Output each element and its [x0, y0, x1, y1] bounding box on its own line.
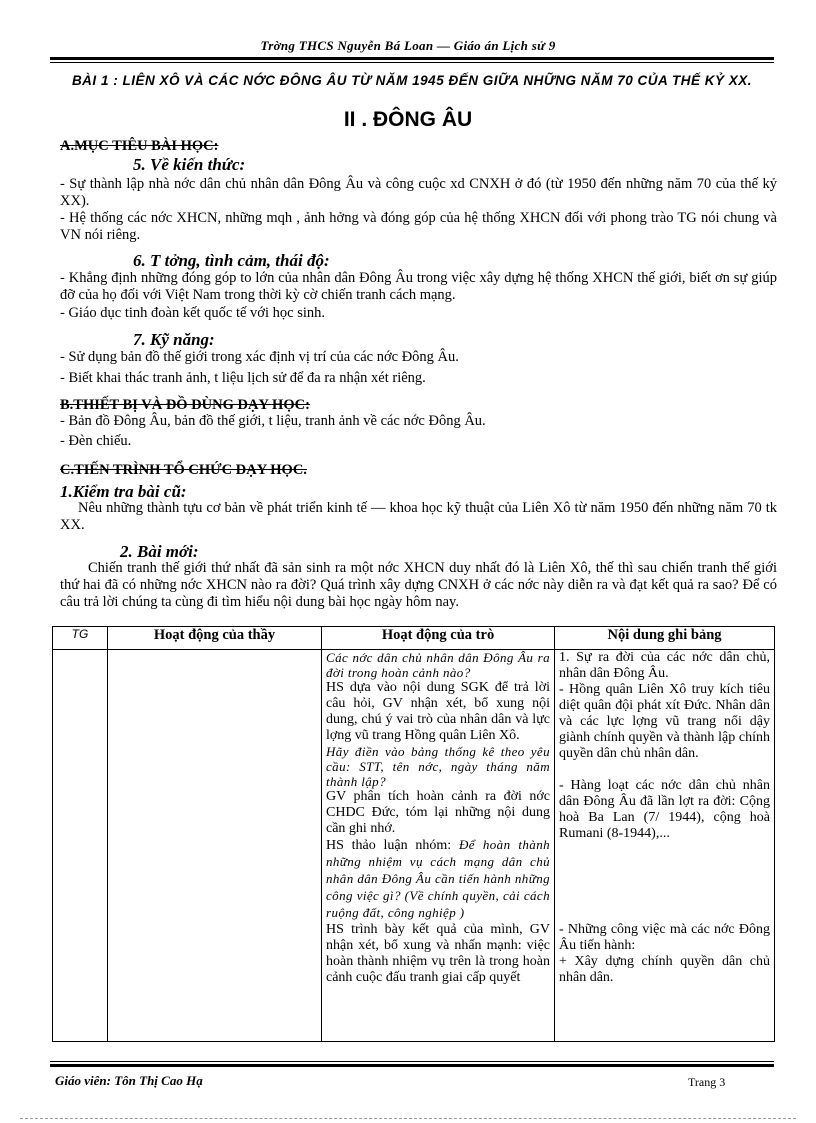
footer-page-number: Trang 3 — [688, 1075, 726, 1089]
teacher-cell — [108, 650, 322, 1042]
header-teacher: Hoạt động của thầy — [108, 627, 322, 650]
header-student: Hoạt động của trò — [322, 627, 555, 650]
page-bottom-divider — [20, 1118, 796, 1119]
tg-cell — [53, 650, 108, 1042]
student-activity-2: GV phân tích hoàn cảnh ra đời nớc CHDC Đức, tóm lại những nội dung cần ghi nhớ. — [326, 789, 550, 836]
knowledge-item-2: - Hệ thống các nớc XHCN, những mqh , ảnh hởng và đóng góp của hệ thống XHCN đối với phong trào TG nói chung và VN nói riêng. — [60, 210, 777, 243]
footer-rule-thin — [50, 1061, 774, 1062]
student-question-1: Các nớc dân chủ nhân dân Đông Âu ra đời trong hoàn cảnh nào? — [326, 650, 550, 680]
content-note-4: - Những công việc mà các nớc Đông Âu tiến hành: — [559, 922, 770, 953]
section-a-heading: A.MỤC TIÊU BÀI HỌC: — [60, 138, 219, 154]
table-header-row — [53, 627, 775, 650]
group-discussion-lead: HS thảo luận nhóm: — [326, 838, 452, 853]
content-note-5: + Xây dựng chính quyền dân chủ nhân dân. — [559, 954, 770, 985]
footer-teacher: Giáo viên: Tôn Thị Cao Hạ — [55, 1073, 203, 1088]
header-rule-thin — [50, 62, 774, 63]
header-tg: TG — [53, 627, 108, 650]
skills-heading: 7. Kỹ năng: — [133, 330, 215, 349]
lesson-title: BÀI 1 : LIÊN XÔ VÀ CÁC NỚC ĐÔNG ÂU TỪ NĂM 1945 ĐẾN GIỮA NHỮNG NĂM 70 CỦA THẾ KỶ XX. — [71, 73, 753, 88]
attitude-item-1: - Khẳng định những đóng góp to lớn của nhân dân Đông Âu trong việc xây dựng hệ thống XHCN thế giới, biết ơn sự giúp đỡ của họ đối với Việt Nam trong thời kỳ cờ chiến tranh cách mạng. — [60, 270, 777, 303]
student-cell — [322, 650, 555, 1042]
new-lesson-text: Chiến tranh thế giới thứ nhất đã sản sinh ra một nớc XHCN duy nhất đó là Liên Xô, thế thì sau chiến tranh thế giới thứ hai đã có những nớc XHCN nào ra đời? Quá trình xây dựng CNXH ở các nớc này diễn ra và đạt kết quả ra sao? Để có câu trả lời chúng ta cùng đi tìm hiểu nội dung bài học ngày hôm nay. — [60, 560, 777, 610]
student-activity-1: HS dựa vào nội dung SGK để trả lời câu hỏi, GV nhận xét, bổ xung nội dung, chú ý vai trò của nhân dân và lực lợng vũ trang Hồng quân Liên Xô. — [326, 680, 550, 743]
student-question-3: Để hoàn thành những nhiệm vụ cách mạng dân chủ nhân dân Đông Âu cần tiến hành những công việc gì? (Về chính quyền, cải cách ruộng đất, công nghiệp ) — [326, 837, 550, 920]
student-question-2: Hãy điền vào bảng thống kê theo yêu cầu: STT, tên nớc, ngày tháng năm thành lập? — [326, 744, 550, 789]
skills-item-1: - Sử dụng bản đồ thế giới trong xác định vị trí của các nớc Đông Âu. — [60, 349, 459, 365]
content-cell — [555, 650, 775, 1042]
review-heading: 1.Kiểm tra bài cũ: — [60, 482, 187, 501]
review-text: Nêu những thành tựu cơ bản về phát triển kinh tế — khoa học kỹ thuật của Liên Xô từ năm 1950 đến những năm 70 tk XX. — [60, 500, 777, 533]
skills-item-2: - Biết khai thác tranh ảnh, t liệu lịch sử để đa ra nhận xét riêng. — [60, 370, 426, 386]
table-row — [53, 650, 775, 1042]
footer-rule-thick — [50, 1064, 774, 1067]
new-lesson-heading: 2. Bài mới: — [120, 542, 199, 561]
knowledge-heading: 5. Về kiến thức: — [133, 155, 246, 174]
equipment-item-1: - Bản đồ Đông Âu, bản đồ thế giới, t liệu, tranh ảnh về các nớc Đông Âu. — [60, 413, 486, 429]
section-c-heading: C.TIẾN TRÌNH TỔ CHỨC DẠY HỌC. — [60, 462, 307, 478]
content-note-1: 1. Sự ra đời của các nớc dân chủ, nhân dân Đông Âu. — [559, 650, 770, 681]
knowledge-item-1: - Sự thành lập nhà nớc dân chủ nhân dân Đông Âu và công cuộc xd CNXH ở đó (từ 1950 đến những năm 70 của thế kỷ XX). — [60, 176, 777, 209]
student-activity-4: HS trình bày kết quả của mình, GV nhận xét, bổ xung và nhấn mạnh: việc hoàn thành nhiệm vụ trên là trong hoàn cảnh cuộc đấu tranh giai cấp quyết — [326, 922, 550, 985]
section-b-heading: B.THIẾT BỊ VÀ ĐỒ DÙNG DẠY HỌC: — [60, 397, 310, 413]
student-group-discussion — [326, 837, 550, 922]
attitude-item-2: - Giáo dục tinh đoàn kết quốc tế với học sinh. — [60, 305, 325, 321]
lesson-activity-table — [52, 626, 775, 1042]
header-content: Nội dung ghi bảng — [555, 627, 775, 650]
page-header: Trờng THCS Nguyễn Bá Loan — Giáo án Lịch sử 9 — [260, 38, 556, 53]
equipment-item-2: - Đèn chiếu. — [60, 433, 132, 449]
lesson-subtitle: II . ĐÔNG ÂU — [343, 108, 473, 131]
header-rule-thick — [50, 57, 774, 60]
attitude-heading: 6. T tởng, tình cảm, thái độ: — [133, 251, 330, 270]
content-note-3: - Hàng loạt các nớc dân chủ nhân dân Đông Âu đã lần lợt ra đời: Cộng hoà Ba Lan (7/ 1944), cộng hoà Rumani (8-1944),... — [559, 778, 770, 841]
content-note-2: - Hồng quân Liên Xô truy kích tiêu diệt quân đội phát xít Đức. Nhân dân và các lực lợng vũ trang nổi dậy giành chính quyền và thành lập chính quyền dân chủ nhân dân. — [559, 682, 770, 761]
